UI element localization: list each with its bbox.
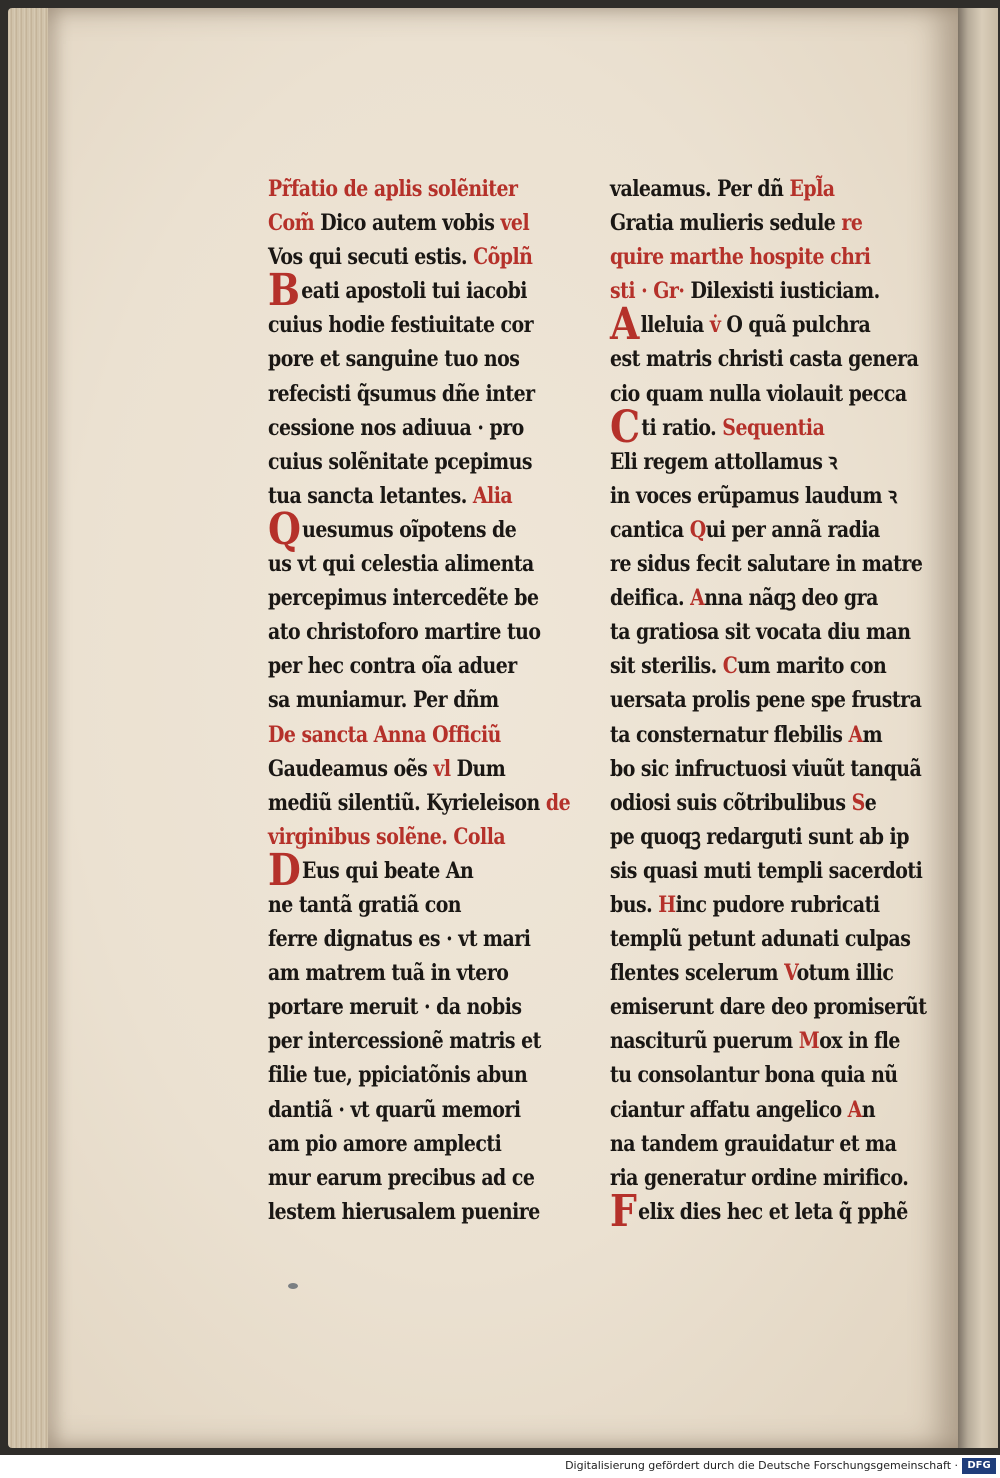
- rubric-text: de: [545, 789, 571, 816]
- rubric-text: vl: [433, 755, 457, 782]
- text-line: [268, 922, 531, 956]
- rubric-text: A: [847, 1096, 862, 1123]
- text-line: [268, 172, 526, 206]
- rubric-text: De sancta Anna Officiũ: [268, 721, 501, 748]
- body-text: flentes scelerum: [610, 960, 785, 987]
- text-line: [268, 1161, 535, 1195]
- rubric-text: virginibus solẽne. Colla: [268, 823, 506, 850]
- text-line: [268, 1024, 541, 1058]
- rubricated-initial: B: [268, 265, 300, 317]
- text-line: [610, 479, 897, 513]
- body-text: per intercessionẽ matris et: [268, 1028, 541, 1055]
- body-text: ato christoforo martire tuo: [268, 619, 541, 646]
- body-text: valeamus. Per dñ: [610, 176, 790, 202]
- text-line: [268, 1127, 526, 1161]
- body-text: re sidus fecit salutare in matre: [610, 551, 923, 578]
- text-line: [268, 786, 571, 820]
- body-text: ti ratio.: [641, 414, 723, 441]
- right-text-column: [610, 172, 927, 1237]
- body-text: filie tue, ppiciatõnis abun: [268, 1062, 528, 1089]
- text-line: [610, 377, 907, 411]
- body-text: O quã pulchra: [726, 312, 871, 339]
- text-line: [610, 299, 871, 351]
- rubric-text: A: [848, 721, 863, 748]
- body-text: lleluia: [640, 312, 710, 339]
- text-line: [610, 513, 880, 547]
- body-text: mediũ silentiũ. Kyrieleison: [268, 789, 546, 816]
- body-text: mur earum precibus ad ce: [268, 1164, 535, 1191]
- text-line: [610, 172, 868, 206]
- body-text: portare meruit · da nobis: [268, 994, 522, 1021]
- body-text: eati apostoli tui iacobi: [301, 278, 527, 305]
- body-text: ox in fle: [819, 1028, 900, 1055]
- text-line: [610, 1024, 900, 1058]
- body-text: est matris christi casta genera: [610, 346, 919, 373]
- body-text: Gratia mulieris sedule: [610, 210, 842, 237]
- body-text: cessione nos adiuua · pro: [268, 414, 524, 441]
- text-line: [268, 445, 532, 479]
- text-line: [268, 1058, 526, 1092]
- body-text: ta gratiosa sit vocata diu man: [610, 619, 911, 646]
- body-text: lestem hierusalem puenire: [268, 1198, 540, 1225]
- body-text: ciantur affatu angelico: [610, 1096, 848, 1123]
- text-line: [610, 854, 923, 888]
- text-line: [268, 1195, 540, 1229]
- body-text: sis quasi muti templi sacerdoti: [610, 857, 923, 884]
- rubric-text: M: [798, 1028, 820, 1055]
- ink-smudge: [288, 1283, 298, 1289]
- rubric-text: Sequentia: [722, 414, 825, 441]
- text-line: [610, 615, 911, 649]
- text-line: [610, 683, 922, 717]
- body-text: pore et sanguine tuo nos: [268, 346, 520, 373]
- text-line: [610, 752, 922, 786]
- body-text: cantica: [610, 516, 690, 543]
- left-text-column: [268, 172, 571, 1229]
- body-text: ne tantã gratiã con: [268, 891, 462, 918]
- text-line: [610, 649, 887, 683]
- body-text: sit sterilis.: [610, 653, 723, 680]
- text-line: [610, 786, 877, 820]
- rubric-text: Q: [689, 516, 706, 543]
- body-text: refecisti q̃sumus dñe inter: [268, 380, 535, 407]
- rubricated-initial: D: [268, 844, 301, 896]
- rubric-text: S: [851, 789, 865, 816]
- text-line: [610, 956, 894, 990]
- text-line: [610, 820, 909, 854]
- rubricated-initial: Q: [268, 503, 301, 555]
- text-line: [610, 1185, 908, 1237]
- body-text: in voces erũpamus laudum ꝛ: [610, 482, 897, 509]
- body-text: cuius hodie festiuitate cor: [268, 312, 534, 339]
- page-stack-edge: [8, 8, 52, 1448]
- body-text: odiosi suis cõtribulibus: [610, 789, 852, 816]
- body-text: dantiã · vt quarũ memori: [268, 1096, 521, 1123]
- text-line: [268, 956, 526, 990]
- text-line: [610, 206, 868, 240]
- text-line: [268, 265, 527, 317]
- rubric-text: Epl̃a: [789, 176, 835, 202]
- rubric-text: quire marthe hospite chri: [610, 244, 871, 271]
- body-text: ria generatur ordine mirifico.: [610, 1164, 909, 1191]
- body-text: am pio amore amplecti: [268, 1130, 502, 1157]
- text-line: [268, 615, 541, 649]
- rubric-text: Cõplñ: [473, 244, 533, 271]
- body-text: nasciturũ puerum: [610, 1028, 799, 1055]
- rubricated-initial: C: [610, 401, 640, 453]
- body-text: per hec contra oĩa aduer: [268, 653, 517, 680]
- body-text: ui per annã radia: [705, 516, 880, 543]
- body-text: tua sancta letantes.: [268, 482, 473, 509]
- body-text: inc pudore rubricati: [675, 891, 880, 918]
- text-line: [268, 377, 535, 411]
- funding-credit: Digitalisierung gefördert durch die Deutsche Forschungsgemeinschaft ·: [565, 1459, 958, 1472]
- body-text: templũ petunt adunati culpas: [610, 926, 911, 953]
- rubric-text: H: [658, 891, 676, 918]
- text-line: [610, 922, 911, 956]
- text-line: [610, 888, 880, 922]
- text-line: [268, 503, 526, 555]
- rubric-text: v̇: [709, 312, 727, 339]
- body-text: pe quoqꝫ redarguti sunt ab ip: [610, 823, 909, 850]
- body-text: Eli regem attollamus ꝛ: [610, 448, 837, 475]
- body-text: nna nãqꝫ deo gra: [704, 585, 878, 612]
- body-text: otum illic: [796, 960, 894, 987]
- text-line: [610, 240, 871, 274]
- text-line: [268, 547, 534, 581]
- body-text: cuius solẽnitate pcepimus: [268, 448, 532, 475]
- body-text: am matrem tuã in vtero: [268, 960, 509, 987]
- body-text: emiserunt dare deo promiserũt: [610, 994, 927, 1021]
- text-line: [610, 1127, 897, 1161]
- text-line: [268, 718, 526, 752]
- text-line: [268, 308, 534, 342]
- text-line: [610, 990, 927, 1024]
- rubricated-initial: A: [610, 299, 639, 351]
- body-text: Dum: [456, 755, 506, 782]
- body-text: elix dies hec et leta q̃ pphẽ: [638, 1198, 908, 1225]
- text-line: [610, 342, 919, 376]
- text-line: [268, 1093, 526, 1127]
- body-text: Eus qui beate An: [302, 857, 474, 884]
- text-line: [610, 274, 880, 308]
- text-line: [610, 547, 923, 581]
- rubric-text: Pr̃fatio de aplis solẽniter: [268, 176, 518, 202]
- body-text: percepimus intercedẽte be: [268, 585, 539, 612]
- text-line: [610, 1058, 898, 1092]
- body-text: na tandem grauidatur et ma: [610, 1130, 897, 1157]
- rubricated-initial: F: [610, 1185, 637, 1237]
- body-text: Dico autem vobis: [320, 210, 501, 237]
- gutter-fold: [958, 8, 998, 1448]
- text-line: [610, 1093, 876, 1127]
- body-text: deifica.: [610, 585, 691, 612]
- body-text: bo sic infructuosi viuũt tanquã: [610, 755, 922, 782]
- body-text: ta consternatur flebilis: [610, 721, 849, 748]
- rubric-text: Alia: [472, 482, 513, 509]
- text-line: [610, 718, 883, 752]
- body-text: bus.: [610, 891, 659, 918]
- body-text: us vt qui celestia alimenta: [268, 551, 534, 578]
- text-line: [610, 401, 868, 453]
- body-text: sa muniamur. Per dñm: [268, 687, 499, 714]
- body-text: ferre dignatus es · vt mari: [268, 926, 531, 953]
- text-line: [268, 649, 526, 683]
- dfg-logo-icon: DFG: [962, 1458, 996, 1474]
- digitization-footer: [0, 1455, 1000, 1478]
- text-line: [268, 820, 526, 854]
- body-text: m: [862, 721, 883, 748]
- rubric-text: sti · Gr·: [610, 278, 691, 305]
- text-line: [268, 479, 526, 513]
- body-text: tu consolantur bona quia nũ: [610, 1062, 898, 1089]
- body-text: um marito con: [737, 653, 887, 680]
- text-line: [268, 240, 533, 274]
- body-text: cio quam nulla violauit pecca: [610, 380, 907, 407]
- text-line: [268, 990, 526, 1024]
- body-text: Gaudeamus oẽs: [268, 755, 434, 782]
- rubric-text: C: [722, 653, 738, 680]
- body-text: Vos qui secuti estis.: [268, 244, 474, 271]
- body-text: Dilexisti iusticiam.: [690, 278, 880, 305]
- rubric-text: re: [841, 210, 863, 237]
- text-line: [610, 1161, 909, 1195]
- text-line: [268, 888, 526, 922]
- text-line: [268, 752, 526, 786]
- text-line: [268, 581, 539, 615]
- body-text: uersata prolis pene spe frustra: [610, 687, 922, 714]
- text-line: [268, 411, 526, 445]
- text-line: [268, 342, 526, 376]
- text-line: [268, 683, 526, 717]
- text-line: [610, 581, 878, 615]
- rubric-text: Com̃: [268, 210, 321, 237]
- rubric-text: vel: [500, 210, 530, 237]
- text-line: [268, 206, 530, 240]
- text-line: [610, 445, 868, 479]
- rubric-text: V: [784, 960, 797, 987]
- body-text: uesumus oĩpotens de: [302, 516, 517, 543]
- rubric-text: A: [690, 585, 705, 612]
- body-text: e: [864, 789, 877, 816]
- text-line: [268, 844, 526, 896]
- body-text: n: [861, 1096, 876, 1123]
